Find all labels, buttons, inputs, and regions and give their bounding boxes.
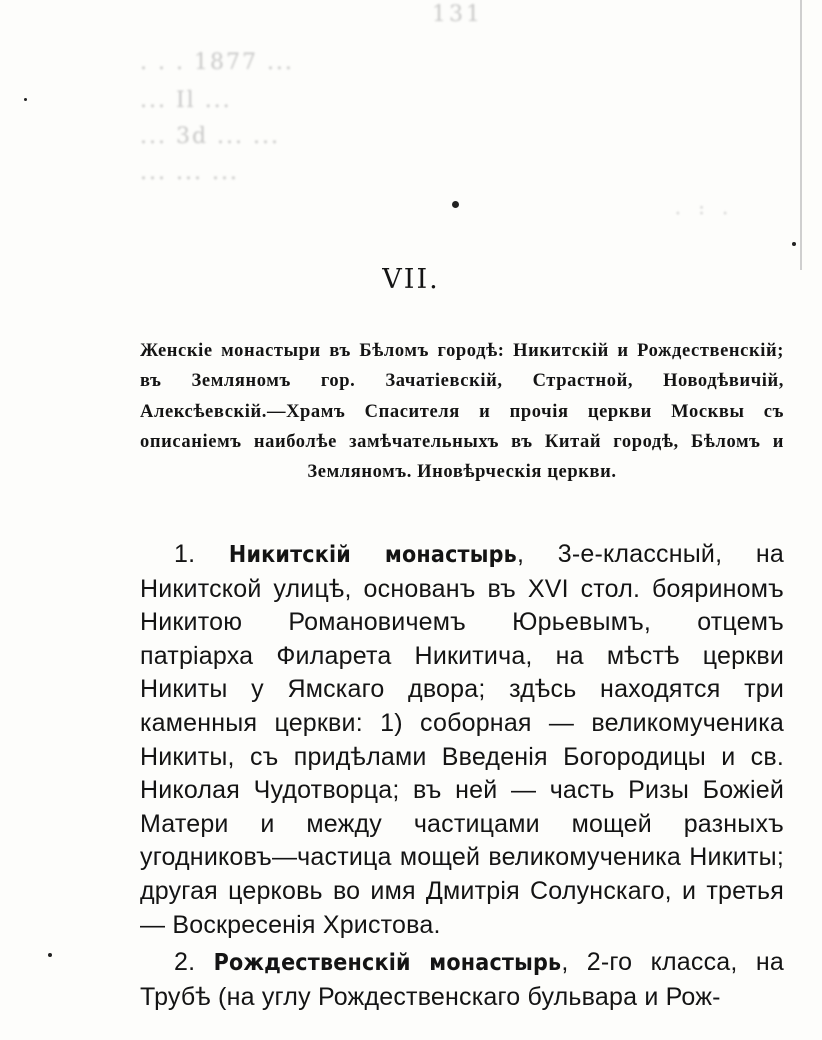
paragraph-heading: Рождественскій монастырь — [213, 950, 562, 977]
paragraph-number: 2. — [174, 948, 196, 977]
ink-speck-icon — [792, 242, 796, 246]
ink-speck-icon — [24, 98, 27, 101]
ink-speck-icon — [452, 201, 459, 208]
paragraph — [140, 946, 784, 1014]
page-edge-line — [800, 0, 802, 270]
bleed-line: ... Il ... — [140, 88, 232, 113]
paragraph-text: , 3-е-классный, на Никитской улицѣ, основанъ въ XVI стол. бояриномъ Никитою Романовичемъ Юрьевымъ, отцемъ патріарха Филарета Никитича, на мѣстѣ церкви Никиты у Ямскаго двора; здѣсь находятся три каменныя церкви: 1) соборная — великомученика Никиты, съ придѣлами Введенія Богородицы и св. Николая Чудотворца; въ ней — часть Ризы Божіей Матери и между частицами мощей разныхъ угодниковъ—частица мощей великомученика Никиты; другая церковь во имя Дмитрія Солунскаго, и третья — Воскресенія Христова. — [140, 540, 784, 939]
bleed-through-text — [0, 0, 822, 230]
body-text — [140, 538, 784, 1014]
paragraph-text: , 2-го класса, на Трубѣ (на углу Рождественскаго бульвара и Рож- — [140, 948, 784, 1011]
paragraph-number: 1. — [174, 540, 196, 568]
chapter-summary: Женскіе монастыри въ Бѣломъ городѣ: Никитскій и Рождественскій; въ Земляномъ гор. Зачатіевскій, Страстной, Новодѣвичій, Алексѣевскій.—Храмъ Спасителя и прочія церкви Москвы съ описаніемъ наиболѣе замѣчательныхъ въ Китай городѣ, Бѣломъ и Земляномъ. Иновѣрческія церкви. — [140, 341, 784, 483]
ink-speck-icon — [48, 953, 52, 957]
bleed-page-number: 131 — [432, 2, 483, 27]
bleed-line: . . . 1877 ... — [140, 50, 294, 75]
bleed-dots: . : . — [675, 198, 734, 219]
chapter-number: VII. — [382, 264, 440, 295]
paragraph-heading: Никитскій монастырь — [228, 542, 517, 568]
bleed-line: ... 3d ... ... — [140, 124, 280, 149]
bleed-line: ... ... ... — [140, 160, 239, 185]
paragraph — [140, 538, 784, 942]
